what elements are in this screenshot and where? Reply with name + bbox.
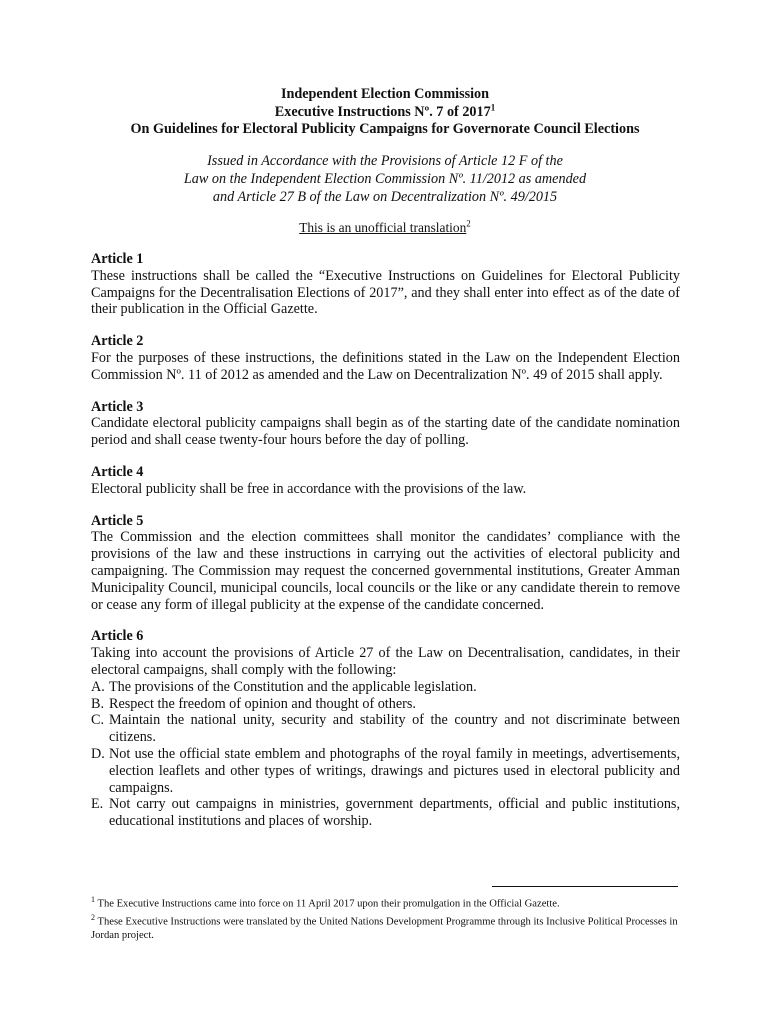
article-text: For the purposes of these instructions, the definitions stated in the Law on the Independent Election Commission Nº. 11 of 2012 as amended and the Law on Decentralization Nº. 49 of 2015 shall apply. [91, 349, 680, 383]
issued-line-2: Law on the Independent Election Commission Nº. 11/2012 as amended [183, 171, 587, 187]
list-item-letter: C. [91, 712, 105, 729]
article-title: Article 2 [91, 333, 144, 350]
article-3 [91, 399, 680, 449]
footnote-1 [91, 893, 686, 911]
article-6-list [91, 679, 680, 830]
document-body [91, 251, 680, 845]
article-1 [91, 251, 680, 318]
footnote-text: The Executive Instructions came into force on 11 April 2017 upon their promulgation in the Official Gazette. [97, 898, 560, 910]
list-item [91, 796, 680, 830]
list-item-text: Not carry out campaigns in ministries, government departments, official and public institutions, educational institutions and places of worship. [109, 796, 680, 830]
list-item-text: The provisions of the Constitution and the applicable legislation. [109, 678, 477, 695]
list-item [91, 679, 680, 696]
header-subject: On Guidelines for Electoral Publicity Campaigns for Governorate Council Elections [130, 121, 640, 137]
article-5 [91, 513, 680, 614]
document-header [60, 86, 710, 139]
header-instructions-number [60, 101, 710, 122]
footnote-2 [91, 911, 686, 943]
footnote-ref-2: 2 [466, 218, 471, 229]
footnote-text: These Executive Instructions were translated by the United Nations Development Programme through its Inclusive Political Processes in Jordan project. [91, 916, 678, 942]
article-text: Electoral publicity shall be free in accordance with the provisions of the law. [91, 480, 527, 497]
issued-line-3: and Article 27 B of the Law on Decentralization Nº. 49/2015 [212, 189, 558, 205]
article-title: Article 1 [91, 251, 144, 267]
article-title: Article 3 [91, 398, 144, 415]
article-title: Article 5 [91, 512, 144, 529]
footnote-mark: 2 [91, 913, 95, 923]
list-item [91, 746, 680, 796]
list-item-text: Not use the official state emblem and photographs of the royal family in meetings, advertisements, election leaflets and other types of writings, drawings and pictures used in electoral publicity and campaigns. [109, 745, 680, 796]
list-item-letter: D. [91, 745, 105, 762]
footnote-mark: 1 [91, 895, 95, 904]
issued-statement [60, 152, 710, 206]
article-text: Taking into account the provisions of Article 27 of the Law on Decentralisation, candidates, in their electoral campaigns, shall comply with the following: [91, 645, 680, 678]
article-2 [91, 333, 680, 383]
article-title: Article 6 [91, 628, 144, 645]
header-commission-name: Independent Election Commission [280, 86, 490, 102]
list-item [91, 712, 680, 746]
footnote-ref-1: 1 [490, 101, 496, 112]
header-instructions-text: Executive Instructions Nº. 7 of 2017 [274, 103, 491, 120]
translation-note [60, 219, 710, 237]
article-text: Candidate electoral publicity campaigns shall begin as of the starting date of the candidate nomination period and shall cease twenty-four hours before the day of polling. [91, 415, 680, 449]
footnotes [91, 893, 686, 943]
issued-line-1: Issued in Accordance with the Provisions of Article 12 F of the [207, 153, 563, 169]
list-item-letter: B. [91, 695, 105, 712]
article-6 [91, 628, 680, 830]
article-text: The Commission and the election committees shall monitor the candidates’ compliance with the provisions of the law and these instructions in carrying out the activities of electoral publicity and campaigning. The Commission may request the concerned governmental institutions, Greater Amman Municipality Council, municipal councils, local councils or the like or any candidate therein to remove or cease any form of illegal publicity at the expense of the candidate concerned. [91, 529, 680, 613]
article-text: These instructions shall be called the “Executive Instructions on Guidelines for Electoral Publicity Campaigns for the Decentralisation Elections of 2017”, and they shall enter into effect as of the date of their publication in the Official Gazette. [91, 267, 680, 318]
footnote-divider [492, 886, 678, 887]
article-title: Article 4 [91, 463, 144, 480]
list-item-letter: E. [91, 796, 104, 813]
list-item [91, 696, 680, 713]
list-item-letter: A. [91, 678, 105, 695]
article-4 [91, 464, 680, 498]
translation-note-text: This is an unofficial translation [299, 220, 467, 235]
list-item-text: Respect the freedom of opinion and thought of others. [109, 695, 416, 712]
list-item-text: Maintain the national unity, security and stability of the country and not discriminate between citizens. [109, 712, 680, 746]
